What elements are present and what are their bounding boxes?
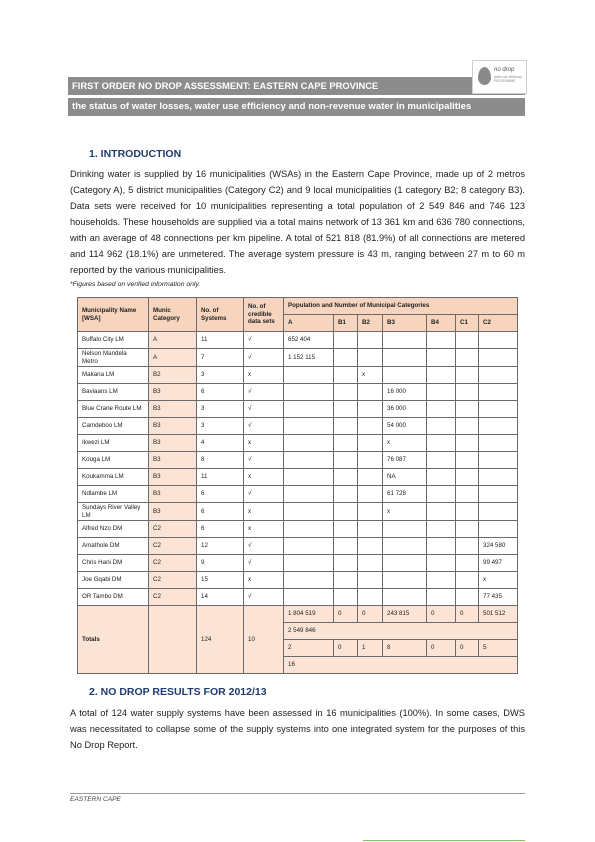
header-sub-a: A [284, 315, 334, 332]
cell-b3 [383, 555, 427, 572]
cell-sys: 14 [197, 589, 244, 606]
cell-a [284, 401, 334, 418]
totals-count-a: 2 [284, 640, 334, 657]
cell-a [284, 418, 334, 435]
cell-b1 [334, 572, 358, 589]
table-row [78, 503, 518, 521]
table-row [78, 469, 518, 486]
table-totals [78, 606, 518, 674]
cell-a: 1 152 115 [284, 349, 334, 367]
cell-a [284, 469, 334, 486]
cell-c2 [479, 418, 518, 435]
cell-b4 [427, 503, 456, 521]
cell-b4 [427, 384, 456, 401]
table-row [78, 367, 518, 384]
cell-sys: 11 [197, 469, 244, 486]
cell-b1 [334, 349, 358, 367]
cell-cred: x [244, 503, 284, 521]
cell-name: Joe Gqabi DM [78, 572, 149, 589]
cell-c2 [479, 521, 518, 538]
totals-pop-b3: 243 815 [383, 606, 427, 623]
cell-cat: B3 [149, 503, 197, 521]
cell-cred: x [244, 572, 284, 589]
header-credible-data-sets: No. of credible data sets [244, 298, 284, 332]
cell-name: Alfred Nzo DM [78, 521, 149, 538]
totals-population: 2 549 846 [284, 623, 518, 640]
water-drop-icon [478, 67, 491, 85]
cell-b1 [334, 401, 358, 418]
cell-b3: 36 000 [383, 401, 427, 418]
cell-sys: 9 [197, 555, 244, 572]
header-sub-b4: B4 [427, 315, 456, 332]
cell-sys: 8 [197, 452, 244, 469]
cell-cat: B3 [149, 469, 197, 486]
cell-b4 [427, 572, 456, 589]
totals-count-b3: 8 [383, 640, 427, 657]
header-sub-b1: B1 [334, 315, 358, 332]
table-row [78, 538, 518, 555]
cell-sys: 3 [197, 367, 244, 384]
cell-a [284, 572, 334, 589]
cell-name: Amathole DM [78, 538, 149, 555]
cell-b3 [383, 349, 427, 367]
cell-b3 [383, 572, 427, 589]
cell-b2 [358, 401, 383, 418]
cell-c1 [456, 349, 479, 367]
banner-title: FIRST ORDER NO DROP ASSESSMENT: EASTERN CAPE PROVINCE [68, 77, 525, 98]
cell-c1 [456, 589, 479, 606]
cell-b4 [427, 589, 456, 606]
cell-a [284, 367, 334, 384]
cell-b4 [427, 418, 456, 435]
cell-a: 652 404 [284, 332, 334, 349]
cell-b2 [358, 589, 383, 606]
cell-cat: B3 [149, 486, 197, 503]
cell-b3 [383, 589, 427, 606]
cell-b4 [427, 435, 456, 452]
cell-sys: 11 [197, 332, 244, 349]
cell-c2 [479, 367, 518, 384]
totals-label: Totals [78, 606, 149, 674]
header-sub-c2: C2 [479, 315, 518, 332]
cell-b4 [427, 538, 456, 555]
cell-c2 [479, 384, 518, 401]
header-population-categories: Population and Number of Municipal Categories [284, 298, 518, 315]
cell-c2: 99 497 [479, 555, 518, 572]
totals-pop-b1: 0 [334, 606, 358, 623]
cell-sys: 12 [197, 538, 244, 555]
cell-cred: √ [244, 486, 284, 503]
table-row [78, 349, 518, 367]
cell-b4 [427, 486, 456, 503]
cell-c1 [456, 572, 479, 589]
cell-b3 [383, 521, 427, 538]
cell-cred: √ [244, 418, 284, 435]
cell-b3 [383, 332, 427, 349]
footer-divider [70, 793, 525, 794]
cell-b2 [358, 555, 383, 572]
cell-cred: √ [244, 538, 284, 555]
cell-b3: 16 000 [383, 384, 427, 401]
cell-sys: 4 [197, 435, 244, 452]
cell-a [284, 384, 334, 401]
cell-b3 [383, 538, 427, 555]
totals-pop-c2: 501 512 [479, 606, 518, 623]
totals-count-b1: 0 [334, 640, 358, 657]
header-no-of-systems: No. of Systems [197, 298, 244, 332]
cell-b3: 61 728 [383, 486, 427, 503]
cell-name: Kouga LM [78, 452, 149, 469]
logo-subtitle: water use efficiency PROGRAMME [494, 75, 522, 83]
cell-b2 [358, 435, 383, 452]
cell-b2 [358, 332, 383, 349]
cell-c1 [456, 332, 479, 349]
cell-b2: x [358, 367, 383, 384]
cell-cred: √ [244, 384, 284, 401]
cell-name: OR Tambo DM [78, 589, 149, 606]
cell-c2: 324 580 [479, 538, 518, 555]
totals-credible: 10 [244, 606, 284, 674]
cell-c2 [479, 435, 518, 452]
logo-title: no drop [494, 67, 515, 73]
cell-c2: x [479, 572, 518, 589]
cell-name: Buffalo City LM [78, 332, 149, 349]
cell-b4 [427, 555, 456, 572]
municipality-table [77, 297, 518, 674]
cell-c2 [479, 332, 518, 349]
cell-c2 [479, 349, 518, 367]
cell-sys: 6 [197, 384, 244, 401]
cell-cat: C2 [149, 538, 197, 555]
cell-b4 [427, 332, 456, 349]
cell-sys: 6 [197, 503, 244, 521]
cell-cat: C2 [149, 572, 197, 589]
cell-b4 [427, 367, 456, 384]
section-heading-no-drop-results: 2. NO DROP RESULTS FOR 2012/13 [89, 686, 267, 698]
cell-b1 [334, 367, 358, 384]
cell-b3: 76 087 [383, 452, 427, 469]
cell-b1 [334, 452, 358, 469]
cell-c1 [456, 469, 479, 486]
cell-name: Nelson Mandela Metro [78, 349, 149, 367]
table-row [78, 418, 518, 435]
cell-b2 [358, 503, 383, 521]
table-row [78, 521, 518, 538]
cell-b1 [334, 486, 358, 503]
table-row [78, 589, 518, 606]
cell-b1 [334, 418, 358, 435]
cell-b3: x [383, 435, 427, 452]
cell-b4 [427, 469, 456, 486]
cell-cat: C2 [149, 521, 197, 538]
cell-cred: √ [244, 332, 284, 349]
cell-cat: B3 [149, 452, 197, 469]
cell-name: Camdeboo LM [78, 418, 149, 435]
cell-b2 [358, 521, 383, 538]
table-row [78, 332, 518, 349]
cell-a [284, 538, 334, 555]
cell-b1 [334, 555, 358, 572]
cell-b4 [427, 521, 456, 538]
verified-info-note: *Figures based on verified information only. [70, 281, 201, 288]
table-row [78, 486, 518, 503]
cell-cred: √ [244, 349, 284, 367]
cell-cat: B3 [149, 384, 197, 401]
cell-sys: 7 [197, 349, 244, 367]
cell-b2 [358, 452, 383, 469]
totals-pop-a: 1 804 519 [284, 606, 334, 623]
cell-b1 [334, 538, 358, 555]
cell-cred: x [244, 469, 284, 486]
totals-count-c2: 5 [479, 640, 518, 657]
cell-cat: A [149, 332, 197, 349]
cell-a [284, 486, 334, 503]
totals-pop-c1: 0 [456, 606, 479, 623]
cell-c2 [479, 469, 518, 486]
cell-c1 [456, 538, 479, 555]
cell-c2 [479, 452, 518, 469]
totals-pop-b2: 0 [358, 606, 383, 623]
results-paragraph: A total of 124 water supply systems have been assessed in 16 municipalities (100%). In some cases, DWS was necessitated to collapse some of the supply systems into one integrated system for the purposes of this No Drop Report. [70, 708, 525, 750]
footer-text: EASTERN CAPE [70, 796, 121, 803]
cell-c1 [456, 503, 479, 521]
cell-cat: B3 [149, 435, 197, 452]
header-municipality-name: Municipality Name [WSA] [78, 298, 149, 332]
cell-a [284, 503, 334, 521]
cell-b2 [358, 486, 383, 503]
cell-b2 [358, 418, 383, 435]
cell-cred: x [244, 367, 284, 384]
cell-sys: 6 [197, 486, 244, 503]
cell-b2 [358, 469, 383, 486]
cell-b1 [334, 589, 358, 606]
cell-c1 [456, 401, 479, 418]
footer-accent-bar [363, 840, 525, 841]
header-sub-b3: B3 [383, 315, 427, 332]
cell-a [284, 589, 334, 606]
cell-b3 [383, 367, 427, 384]
cell-cred: x [244, 435, 284, 452]
cell-c1 [456, 418, 479, 435]
cell-cat: B3 [149, 418, 197, 435]
cell-name: Ndlambe LM [78, 486, 149, 503]
cell-cat: C2 [149, 589, 197, 606]
table-row [78, 435, 518, 452]
cell-b3: x [383, 503, 427, 521]
cell-a [284, 555, 334, 572]
table-row [78, 401, 518, 418]
report-banner [68, 77, 525, 116]
cell-c1 [456, 452, 479, 469]
cell-b1 [334, 521, 358, 538]
cell-cat: C2 [149, 555, 197, 572]
cell-c1 [456, 555, 479, 572]
cell-b2 [358, 572, 383, 589]
cell-c2: 77 435 [479, 589, 518, 606]
banner-subtitle: the status of water losses, water use efficiency and non-revenue water in municipalities [72, 101, 472, 112]
cell-b4 [427, 401, 456, 418]
cell-cred: √ [244, 452, 284, 469]
cell-name: Ikwezi LM [78, 435, 149, 452]
cell-c1 [456, 435, 479, 452]
table-row [78, 384, 518, 401]
cell-name: Makana LM [78, 367, 149, 384]
cell-cred: x [244, 521, 284, 538]
header-sub-c1: C1 [456, 315, 479, 332]
cell-name: Sundays River Valley LM [78, 503, 149, 521]
cell-c1 [456, 367, 479, 384]
cell-b1 [334, 435, 358, 452]
cell-b1 [334, 332, 358, 349]
cell-c2 [479, 503, 518, 521]
cell-b2 [358, 349, 383, 367]
cell-cred: √ [244, 555, 284, 572]
cell-a [284, 435, 334, 452]
section-heading-introduction: 1. INTRODUCTION [89, 148, 182, 160]
cell-cred: √ [244, 589, 284, 606]
cell-name: Chris Hani DM [78, 555, 149, 572]
cell-sys: 3 [197, 418, 244, 435]
table-row [78, 555, 518, 572]
cell-sys: 3 [197, 401, 244, 418]
cell-c2 [479, 401, 518, 418]
cell-b1 [334, 469, 358, 486]
header-munic-category: Munic Category [149, 298, 197, 332]
no-drop-logo [472, 60, 527, 94]
totals-pop-b4: 0 [427, 606, 456, 623]
cell-cred: √ [244, 401, 284, 418]
table-body [78, 332, 518, 606]
cell-name: Baviaans LM [78, 384, 149, 401]
cell-cat: B2 [149, 367, 197, 384]
cell-c1 [456, 486, 479, 503]
cell-cat: A [149, 349, 197, 367]
totals-municipality-count: 16 [284, 657, 518, 674]
cell-c1 [456, 384, 479, 401]
cell-b1 [334, 384, 358, 401]
cell-name: Koukamma LM [78, 469, 149, 486]
cell-b4 [427, 452, 456, 469]
totals-count-b4: 0 [427, 640, 456, 657]
cell-c1 [456, 521, 479, 538]
header-sub-b2: B2 [358, 315, 383, 332]
cell-b2 [358, 538, 383, 555]
totals-count-b2: 1 [358, 640, 383, 657]
cell-b1 [334, 503, 358, 521]
cell-b2 [358, 384, 383, 401]
cell-b3: NA [383, 469, 427, 486]
cell-a [284, 452, 334, 469]
table-row [78, 572, 518, 589]
totals-category-cell [149, 606, 197, 674]
cell-c2 [479, 486, 518, 503]
cell-b4 [427, 349, 456, 367]
introduction-paragraph: Drinking water is supplied by 16 municipalities (WSAs) in the Eastern Cape Province, made up of 2 metros (Category A), 5 district municipalities (Category C2) and 9 local municipalities (1 category B2; 8 category B3). Data sets were received for 10 municipalities representing a total population of 2 549 846 and 746 123 households. These households are supplied via a total mains network of 13 361 km and 636 780 connections, with an average of 48 connections per km pipeline. A total of 521 818 (81.9%) of all connections are metered and 114 962 (18.1%) are unmetered. The average system pressure is 43 m, ranging between 27 m to 60 m reported by the various municipalities. [70, 169, 525, 275]
cell-b3: 54 000 [383, 418, 427, 435]
totals-count-c1: 0 [456, 640, 479, 657]
cell-a [284, 521, 334, 538]
totals-systems: 124 [197, 606, 244, 674]
cell-sys: 15 [197, 572, 244, 589]
cell-name: Blue Crane Route LM [78, 401, 149, 418]
table-row [78, 452, 518, 469]
cell-sys: 6 [197, 521, 244, 538]
cell-cat: B3 [149, 401, 197, 418]
